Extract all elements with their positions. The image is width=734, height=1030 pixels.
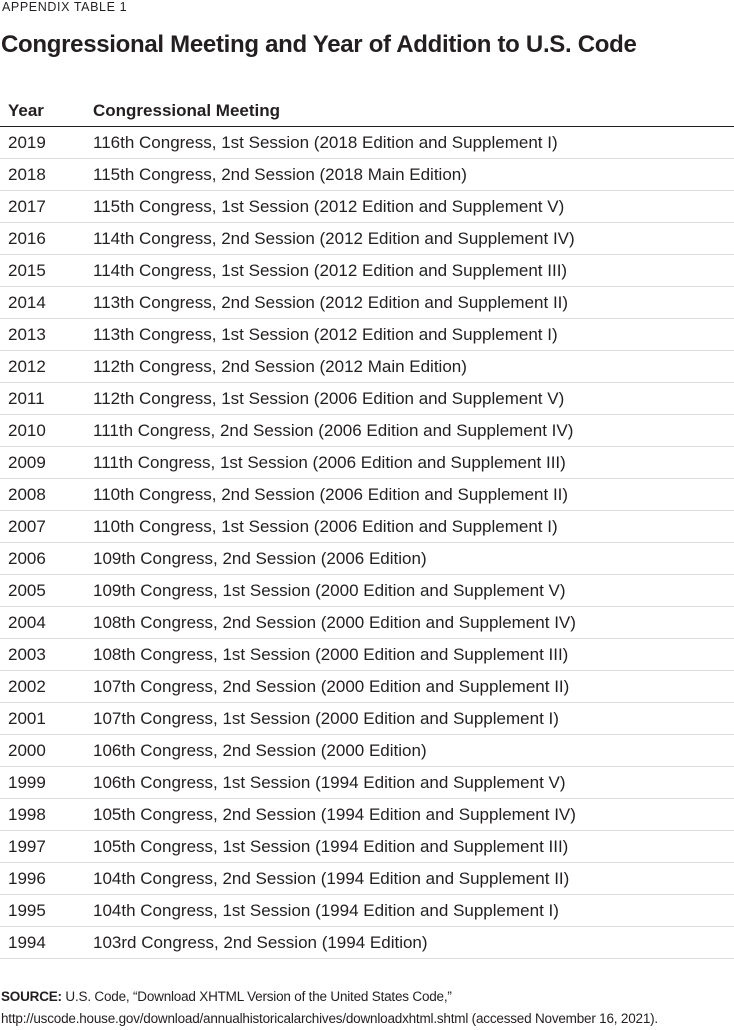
year-cell: 1995 <box>8 900 46 920</box>
table-row <box>0 159 734 191</box>
meeting-cell: 105th Congress, 1st Session (1994 Edition and Supplement III) <box>93 836 569 856</box>
table-row <box>0 127 734 159</box>
year-cell: 1994 <box>8 932 46 952</box>
meeting-cell: 110th Congress, 2nd Session (2006 Edition and Supplement II) <box>93 484 569 504</box>
table-row <box>0 191 734 223</box>
table-row <box>0 927 734 959</box>
table-row <box>0 607 734 639</box>
year-cell: 1999 <box>8 772 46 792</box>
table-row <box>0 575 734 607</box>
column-header-meeting: Congressional Meeting <box>93 101 281 120</box>
meeting-cell: 106th Congress, 2nd Session (2000 Edition) <box>93 740 427 760</box>
year-cell: 2008 <box>8 484 46 504</box>
meeting-cell: 110th Congress, 1st Session (2006 Edition and Supplement I) <box>93 516 558 536</box>
meeting-cell: 114th Congress, 1st Session (2012 Edition and Supplement III) <box>93 260 568 280</box>
year-cell: 2000 <box>8 740 46 760</box>
table-row <box>0 703 734 735</box>
meeting-cell: 107th Congress, 1st Session (2000 Edition and Supplement I) <box>93 708 559 728</box>
table-row <box>0 863 734 895</box>
year-cell: 1998 <box>8 804 46 824</box>
page-title: Congressional Meeting and Year of Addition to U.S. Code <box>1 31 637 58</box>
meeting-cell: 113th Congress, 1st Session (2012 Edition and Supplement I) <box>93 324 558 344</box>
table-row <box>0 639 734 671</box>
table-row <box>0 767 734 799</box>
meeting-cell: 115th Congress, 2nd Session (2018 Main Edition) <box>93 164 467 184</box>
meeting-cell: 116th Congress, 1st Session (2018 Edition and Supplement I) <box>93 132 558 152</box>
table-header-row <box>0 96 734 127</box>
meeting-cell: 109th Congress, 1st Session (2000 Edition and Supplement V) <box>93 580 566 600</box>
year-cell: 2017 <box>8 196 46 216</box>
table-row <box>0 479 734 511</box>
table-row <box>0 735 734 767</box>
table-row <box>0 799 734 831</box>
year-cell: 2013 <box>8 324 46 344</box>
congress-table <box>0 96 734 959</box>
table-row <box>0 255 734 287</box>
meeting-cell: 105th Congress, 2nd Session (1994 Edition and Supplement IV) <box>93 804 576 824</box>
year-cell: 2012 <box>8 356 46 376</box>
table-row <box>0 511 734 543</box>
source-note <box>1 986 731 1030</box>
table-row <box>0 351 734 383</box>
table-row <box>0 543 734 575</box>
year-cell: 2015 <box>8 260 46 280</box>
year-cell: 1997 <box>8 836 46 856</box>
table-row <box>0 223 734 255</box>
year-cell: 2005 <box>8 580 46 600</box>
source-text: U.S. Code, “Download XHTML Version of the United States Code,” http://uscode.house.gov/download/annualhistoricalarchives/downloadxhtml.shtml (accessed November 16, 2021). <box>1 989 658 1026</box>
table-row <box>0 415 734 447</box>
table-row <box>0 383 734 415</box>
table-row <box>0 895 734 927</box>
year-cell: 2009 <box>8 452 46 472</box>
meeting-cell: 103rd Congress, 2nd Session (1994 Edition) <box>93 932 428 952</box>
meeting-cell: 115th Congress, 1st Session (2012 Edition and Supplement V) <box>93 196 565 216</box>
year-cell: 2003 <box>8 644 46 664</box>
year-cell: 2018 <box>8 164 46 184</box>
meeting-cell: 111th Congress, 1st Session (2006 Edition and Supplement III) <box>93 452 566 472</box>
year-cell: 2016 <box>8 228 46 248</box>
year-cell: 1996 <box>8 868 46 888</box>
year-cell: 2007 <box>8 516 46 536</box>
meeting-cell: 114th Congress, 2nd Session (2012 Edition and Supplement IV) <box>93 228 575 248</box>
year-cell: 2019 <box>8 132 46 152</box>
meeting-cell: 107th Congress, 2nd Session (2000 Edition and Supplement II) <box>93 676 570 696</box>
column-header-year: Year <box>8 101 44 120</box>
table-row <box>0 319 734 351</box>
table-row <box>0 287 734 319</box>
meeting-cell: 104th Congress, 1st Session (1994 Edition and Supplement I) <box>93 900 559 920</box>
meeting-cell: 109th Congress, 2nd Session (2006 Edition) <box>93 548 427 568</box>
meeting-cell: 112th Congress, 1st Session (2006 Edition and Supplement V) <box>93 388 565 408</box>
meeting-cell: 108th Congress, 1st Session (2000 Edition and Supplement III) <box>93 644 569 664</box>
appendix-label: APPENDIX TABLE 1 <box>2 0 128 14</box>
meeting-cell: 104th Congress, 2nd Session (1994 Edition and Supplement II) <box>93 868 570 888</box>
table-row <box>0 447 734 479</box>
table-body <box>0 127 734 959</box>
table-row <box>0 831 734 863</box>
meeting-cell: 112th Congress, 2nd Session (2012 Main Edition) <box>93 356 467 376</box>
meeting-cell: 106th Congress, 1st Session (1994 Edition and Supplement V) <box>93 772 566 792</box>
year-cell: 2014 <box>8 292 46 312</box>
source-label: SOURCE: <box>1 989 62 1004</box>
meeting-cell: 108th Congress, 2nd Session (2000 Edition and Supplement IV) <box>93 612 576 632</box>
year-cell: 2010 <box>8 420 46 440</box>
meeting-cell: 113th Congress, 2nd Session (2012 Edition and Supplement II) <box>93 292 569 312</box>
year-cell: 2002 <box>8 676 46 696</box>
table-row <box>0 671 734 703</box>
year-cell: 2006 <box>8 548 46 568</box>
meeting-cell: 111th Congress, 2nd Session (2006 Edition and Supplement IV) <box>93 420 574 440</box>
year-cell: 2001 <box>8 708 46 728</box>
year-cell: 2004 <box>8 612 46 632</box>
year-cell: 2011 <box>8 388 45 408</box>
